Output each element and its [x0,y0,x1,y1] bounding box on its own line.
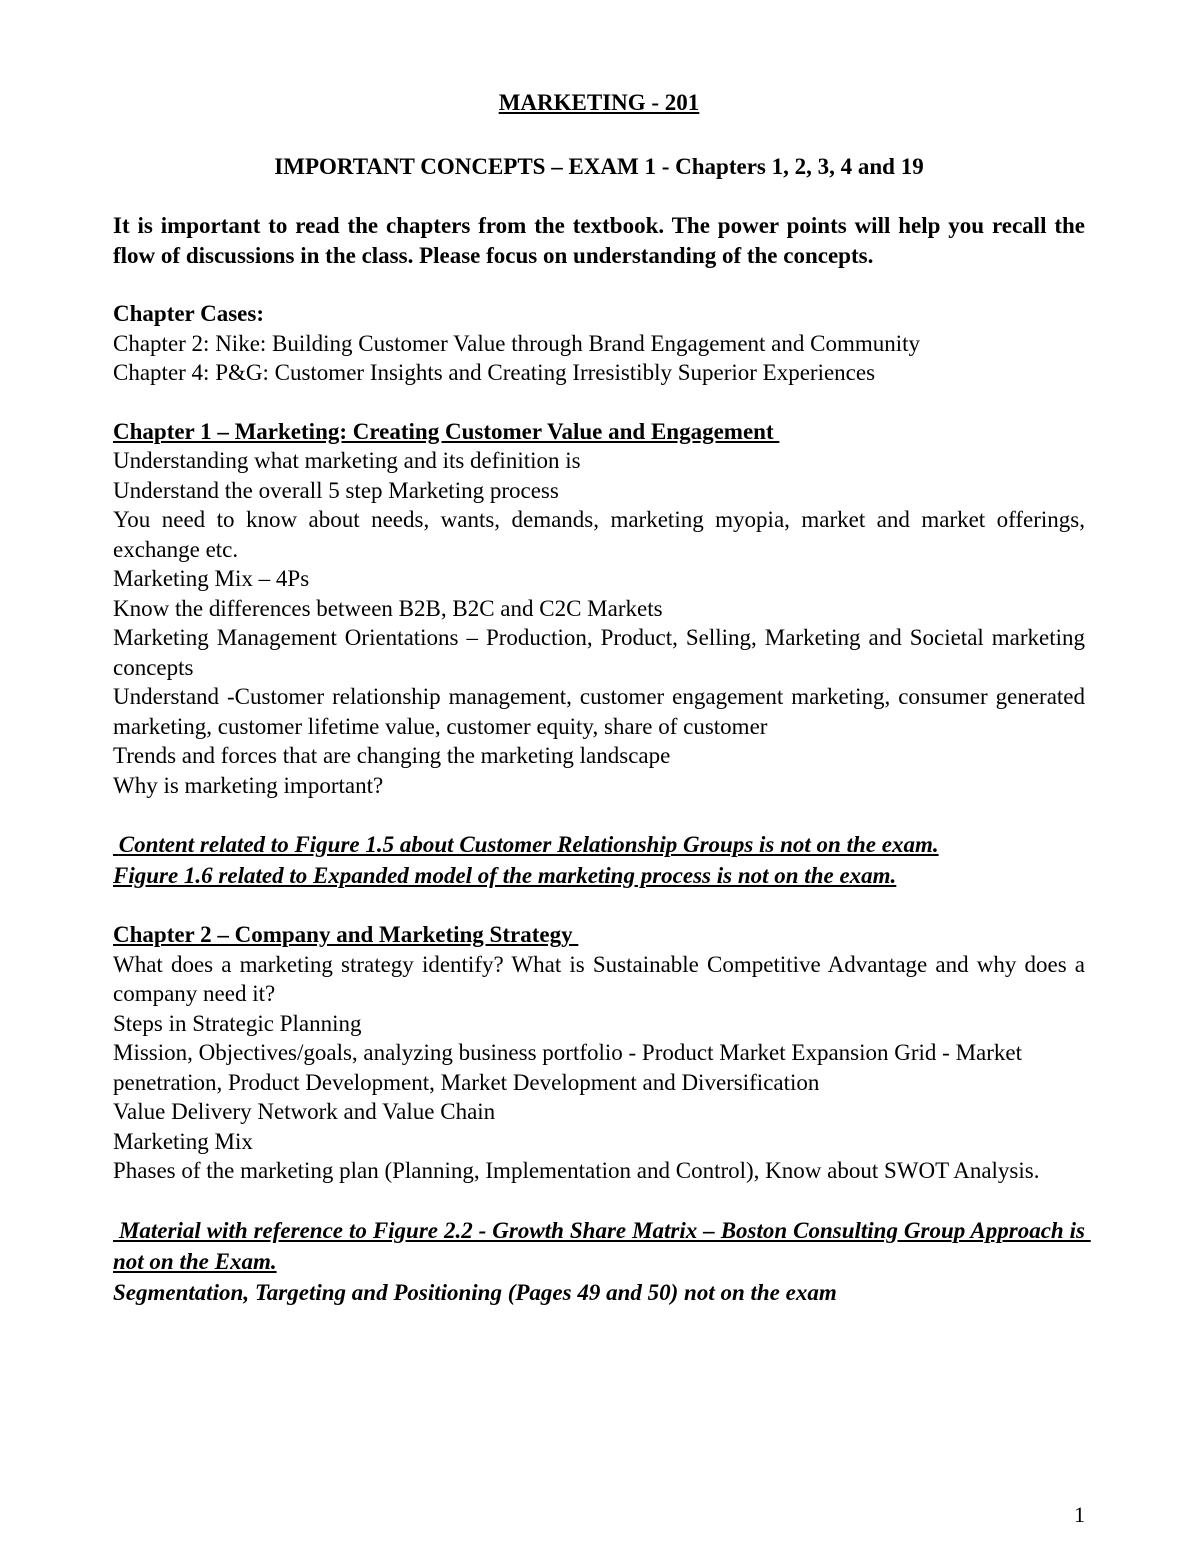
chapter1-item: Marketing Management Orientations – Production, Product, Selling, Marketing and Societal marketing concepts [113,625,1085,680]
chapter2-item: Phases of the marketing plan (Planning, Implementation and Control), Know about SWOT Analysis. [113,1158,1040,1183]
chapter1-item: Why is marketing important? [113,772,384,798]
chapter-cases-section [113,299,1085,388]
intro-paragraph: It is important to read the chapters from the textbook. The power points will help you recall the flow of discussions in the class. Please focus on understanding of the concepts. [113,213,1085,268]
chapter2-heading: Chapter 2 – Company and Marketing Strategy [113,922,579,947]
exclusion-note: Material with reference to Figure 2.2 - Growth Share Matrix – Boston Consulting Group Approach is not on the Exam. [113,1217,1091,1274]
chapter1-heading: Chapter 1 – Marketing: Creating Customer Value and Engagement [113,418,780,444]
exclusion-note-plain: Segmentation, Targeting and Positioning (Pages 49 and 50) not on the exam [113,1279,837,1305]
page-number: 1 [1074,1502,1085,1527]
chapter1-section [113,417,1085,801]
document-page [113,88,1091,1337]
chapter2-item: Value Delivery Network and Value Chain [113,1099,496,1124]
chapter1-item: Trends and forces that are changing the marketing landscape [113,743,671,768]
chapter1-item: Marketing Mix – 4Ps [113,566,310,591]
chapter-cases-heading: Chapter Cases: [113,301,264,326]
chapter1-item: Know the differences between B2B, B2C and C2C Markets [113,595,663,621]
chapter-case-item: Chapter 4: P&G: Customer Insights and Creating Irresistibly Superior Experiences [113,360,876,385]
chapter2-section [113,920,1085,1186]
chapter1-item: Understand -Customer relationship management, customer engagement marketing, consumer generated marketing, customer lifetime value, customer equity, share of customer [113,684,1085,739]
chapter1-exclusions [113,829,1085,891]
exclusion-note: Content related to Figure 1.5 about Customer Relationship Groups is not on the exam. [113,832,939,857]
chapter1-item: Understand the overall 5 step Marketing process [113,477,559,503]
document-subtitle: IMPORTANT CONCEPTS – EXAM 1 - Chapters 1, 2, 3, 4 and 19 [274,153,924,179]
chapter2-item: Mission, Objectives/goals, analyzing business portfolio - Product Market Expansion Grid - Market penetration, Product Development, Market Development and Diversification [113,1040,1022,1095]
chapter2-item: Marketing Mix [113,1128,253,1154]
chapter1-item: Understanding what marketing and its definition is [113,448,581,473]
chapter-case-item: Chapter 2: Nike: Building Customer Value through Brand Engagement and Community [113,330,921,356]
chapter2-exclusions [113,1215,1091,1308]
document-title: MARKETING - 201 [498,90,700,115]
chapter2-item: Steps in Strategic Planning [113,1010,362,1036]
exclusion-note: Figure 1.6 related to Expanded model of the marketing process is not on the exam. [113,863,897,888]
chapter2-item: What does a marketing strategy identify? What is Sustainable Competitive Advantage and why does a company need it? [113,951,1085,1006]
chapter1-item: You need to know about needs, wants, demands, marketing myopia, market and market offerings, exchange etc. [113,507,1085,562]
